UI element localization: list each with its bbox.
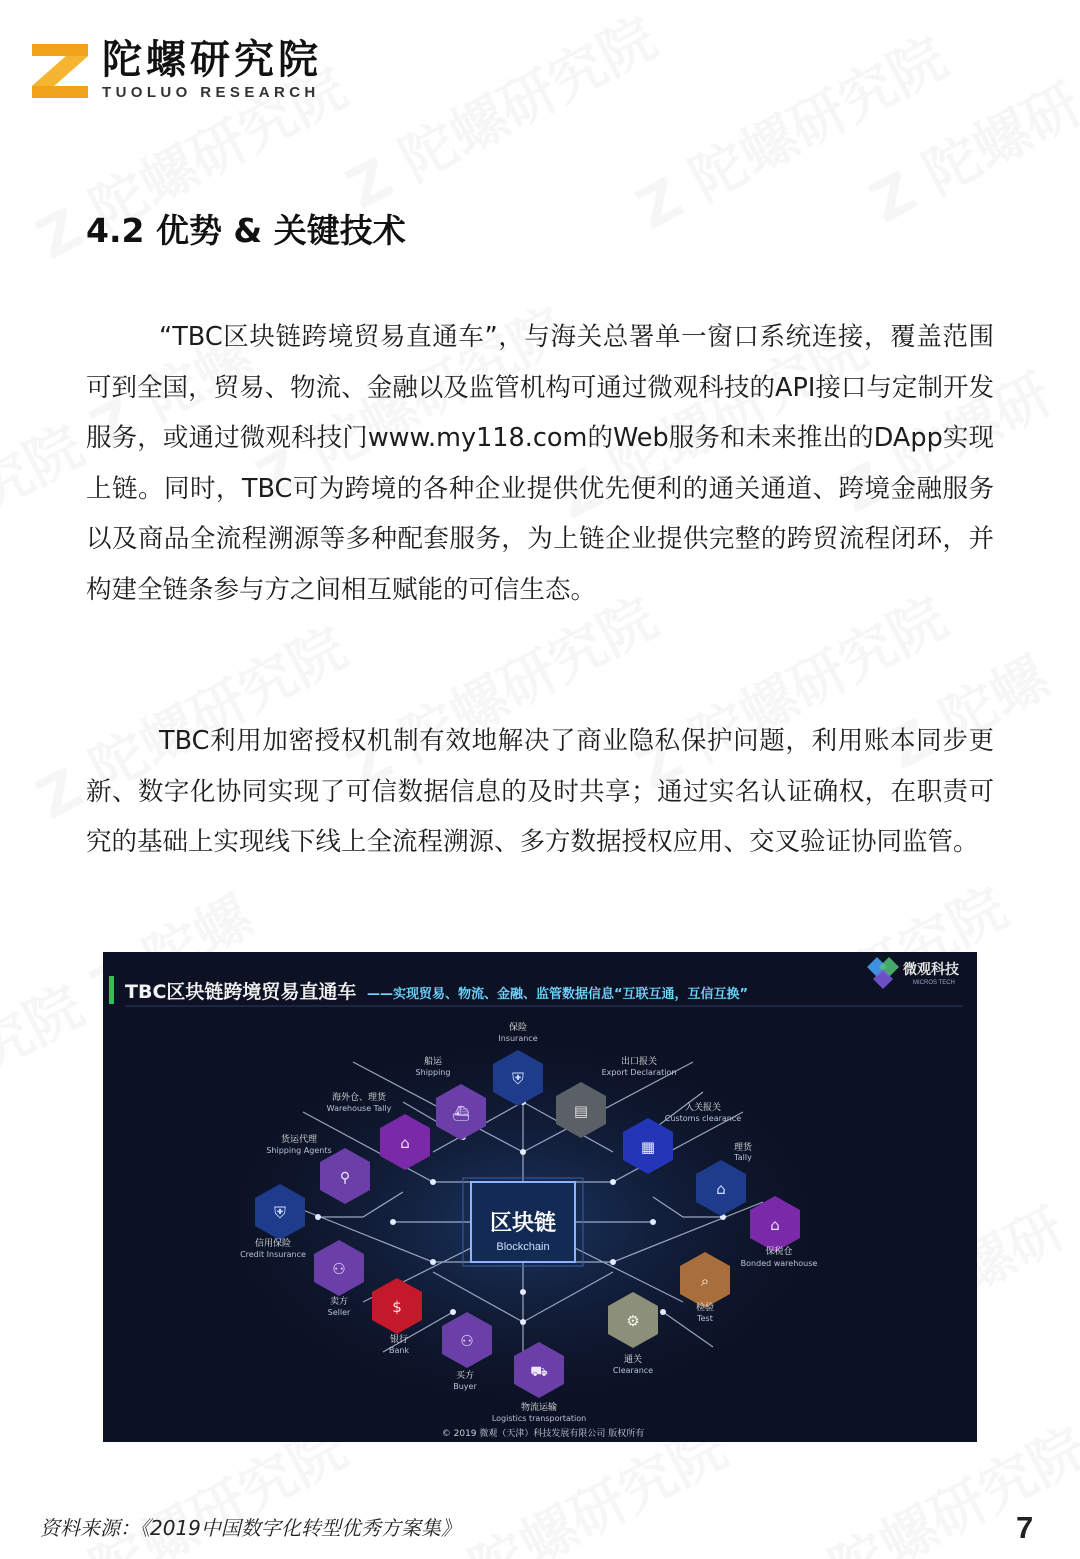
- document-icon: ▦: [640, 1138, 656, 1156]
- node-label-en: Bonded warehouse: [740, 1259, 818, 1268]
- node-label-en: Buyer: [453, 1382, 477, 1391]
- node-insurance: [493, 1021, 543, 1106]
- node-label-cn: 理货: [733, 1143, 753, 1153]
- node-label-cn: 检验: [695, 1303, 715, 1313]
- center-label-en: Blockchain: [496, 1241, 550, 1253]
- person-icon: ⚇: [332, 1260, 346, 1278]
- node-label-en: Shipping: [415, 1068, 451, 1077]
- gear-icon: ⚙: [626, 1312, 640, 1330]
- node-label-en: Tally: [734, 1153, 752, 1162]
- page-number: 7: [1016, 1510, 1034, 1545]
- node-label-en: Seller: [327, 1308, 351, 1317]
- node-label-cn: 银行: [389, 1335, 409, 1345]
- node-label-cn: 保税仓: [765, 1247, 793, 1257]
- tbc-diagram-figure: [103, 952, 977, 1442]
- node-label-cn: 买方: [455, 1371, 475, 1381]
- logo-z-icon: [30, 42, 90, 98]
- node-label-cn: 卖方: [329, 1297, 349, 1307]
- title-accent-bar: [109, 976, 114, 1004]
- brand-name-en: MICROS TECH: [913, 980, 955, 986]
- bicycle-icon: ⚲: [339, 1170, 351, 1186]
- warehouse-icon: ⌂: [400, 1134, 410, 1152]
- node-label-cn: 通关: [623, 1355, 643, 1365]
- node-label-en: Clearance: [612, 1366, 654, 1375]
- node-label-cn: 船运: [423, 1057, 443, 1067]
- shield-icon: ⛨: [511, 1069, 525, 1088]
- node-label-cn: 物流运输: [520, 1403, 558, 1413]
- source-citation: 资料来源：《2019中国数字化转型优秀方案集》: [40, 1516, 461, 1540]
- brand-name-cn: 微观科技: [903, 962, 959, 978]
- node-label-en: Test: [697, 1314, 713, 1323]
- node-label-cn: 出口报关: [620, 1057, 658, 1067]
- truck-icon: ⛟: [530, 1364, 548, 1380]
- node-label-cn: 海外仓、理货: [331, 1093, 387, 1103]
- warehouse-icon: ⌂: [770, 1216, 780, 1234]
- node-label-en: Shipping Agents: [266, 1146, 332, 1155]
- brand-logo: [867, 957, 959, 989]
- node-label-en: Bank: [388, 1346, 410, 1355]
- paragraph-2: TBC利用加密授权机制有效地解决了商业隐私保护问题，利用账本同步更新、数字化协同实现了可信数据信息的及时共享；通过实名认证确权，在职责可究的基础上实现线下线上全流程溯源、多方数据授权应用、交叉验证协同监管。: [86, 726, 994, 857]
- person-icon: ⚇: [460, 1332, 474, 1350]
- section-title: 4.2 优势 & 关键技术: [86, 211, 406, 250]
- ship-icon: ⛴: [452, 1106, 470, 1122]
- paragraph-1: “TBC区块链跨境贸易直通车”，与海关总署单一窗口系统连接，覆盖范围可到全国，贸易、物流、金融以及监管机构可通过微观科技的API接口与定制开发服务，或通过微观科技门www.my118.com的Web服务和未来推出的DApp实现上链。同时，TBC可为跨境的各种企业提供优先便利的通关通道、跨境金融服务以及商品全流程溯源等多种配套服务，为上链企业提供完整的跨贸流程闭环，并构建全链条参与方之间相互赋能的可信生态。: [86, 322, 994, 605]
- node-label-en: Credit Insurance: [240, 1250, 306, 1259]
- figure-title-main: TBC区块链跨境贸易直通车: [125, 981, 357, 1003]
- node-label-en: Warehouse Tally: [326, 1104, 392, 1113]
- shield-icon: ⛨: [273, 1203, 287, 1222]
- magnifier-icon: ⌕: [700, 1272, 710, 1290]
- bank-icon: $: [392, 1298, 402, 1316]
- node-label-cn: 保险: [508, 1023, 528, 1033]
- node-label-en: Insurance: [498, 1034, 538, 1043]
- node-label-en: Logistics transportation: [491, 1414, 587, 1423]
- figure-title-sub: ——实现贸易、物流、金融、监管数据信息“互联互通，互信互换”: [367, 987, 749, 1002]
- node-label-cn: 货运代理: [280, 1135, 318, 1145]
- node-label-en: Customs clearance: [664, 1114, 742, 1123]
- document-icon: ▤: [573, 1102, 589, 1120]
- node-label-cn: 信用保险: [254, 1239, 292, 1249]
- node-label-en: Export Declaration: [601, 1068, 677, 1077]
- node-label-cn: 入关报关: [684, 1103, 722, 1113]
- tbc-diagram: [103, 952, 977, 1442]
- figure-copyright: © 2019 微观（天津）科技发展有限公司 版权所有: [441, 1429, 645, 1439]
- center-label-cn: 区块链: [489, 1211, 557, 1236]
- logo-name-cn: 陀螺研究院: [102, 37, 322, 83]
- header-logo: [30, 38, 322, 102]
- logo-name-en: TUOLUO RESEARCH: [102, 84, 320, 101]
- warehouse-icon: ⌂: [716, 1180, 726, 1198]
- blockchain-center: [463, 1178, 583, 1266]
